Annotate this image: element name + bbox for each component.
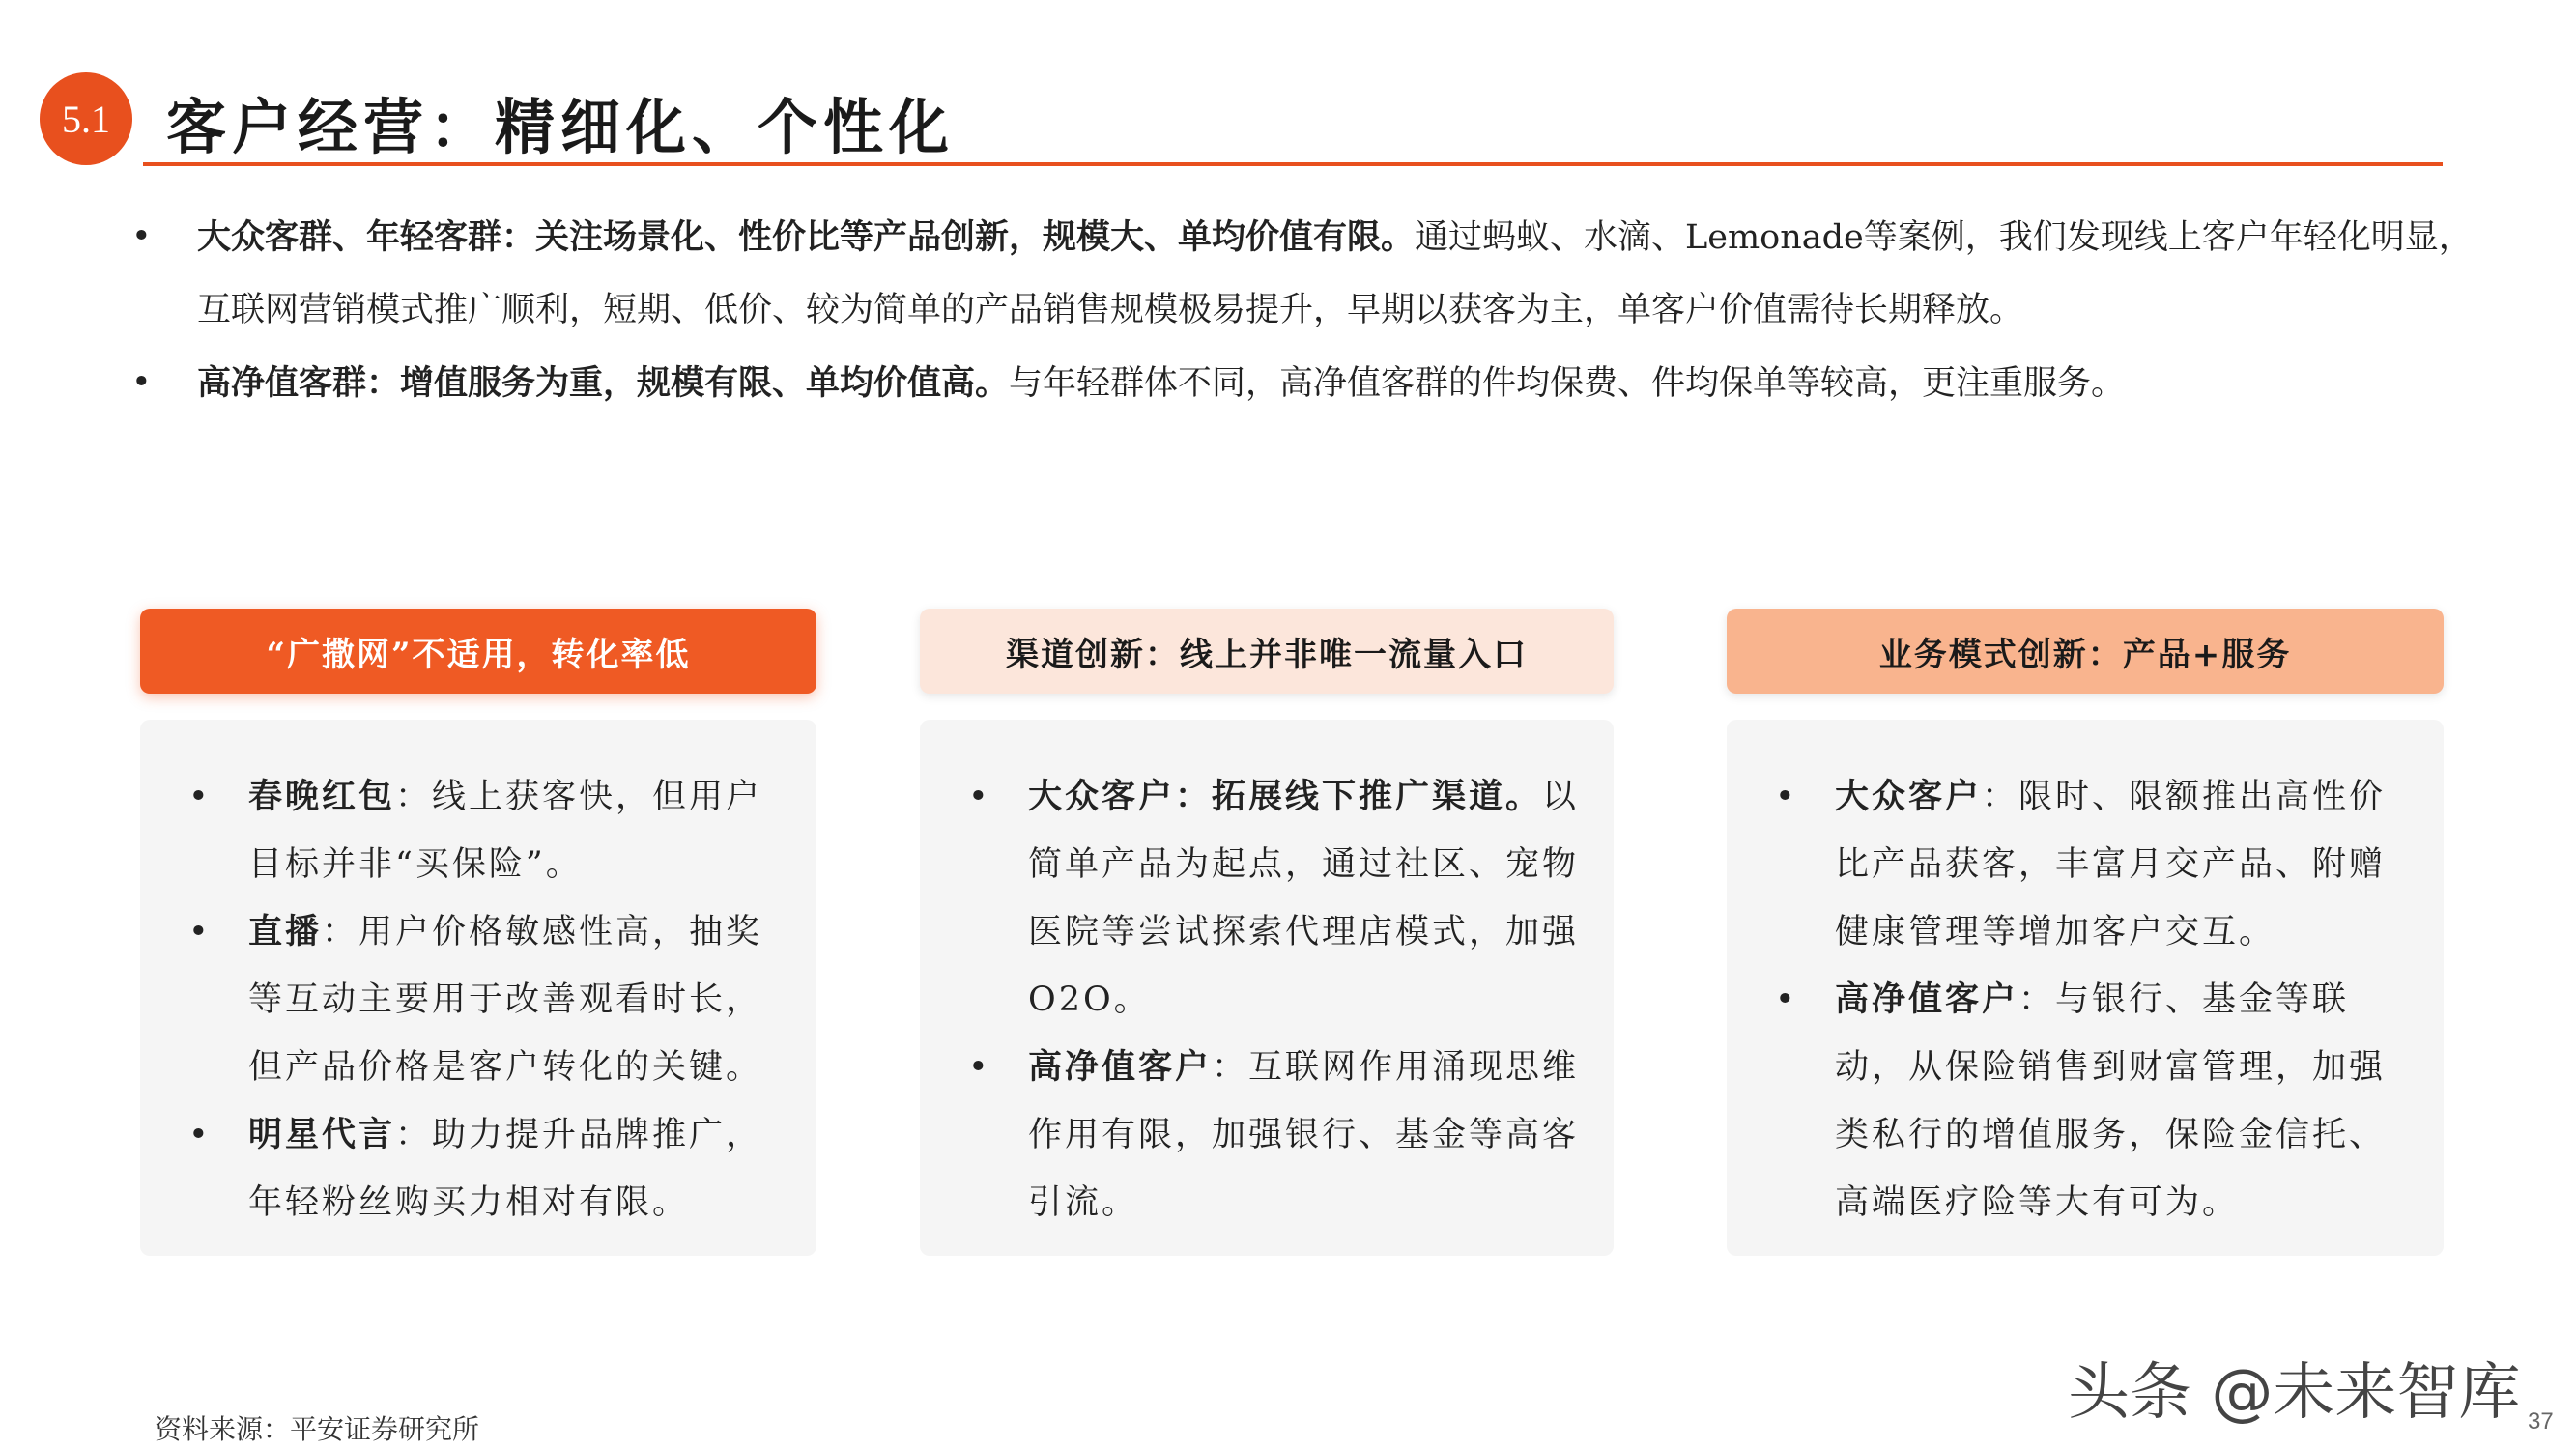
list-item: [968, 1034, 1585, 1236]
title-divider: [143, 162, 2443, 166]
list-item: [968, 763, 1585, 1034]
card-header-business-model: 业务模式创新：产品+服务: [1727, 609, 2444, 694]
intro-bullet-list: [126, 201, 2483, 420]
bullet-icon: •: [131, 363, 152, 402]
intro-item-high-net-worth: [126, 347, 2483, 420]
card-header-channel-innovation: 渠道创新：线上并非唯一流量入口: [920, 609, 1614, 694]
page-title: 客户经营：精细化、个性化: [166, 92, 956, 162]
list-item: [188, 898, 787, 1101]
card-channel-innovation: [920, 720, 1614, 1256]
card-broad-net: [140, 720, 816, 1256]
bullet-icon: •: [188, 778, 212, 816]
intro-item-heading: 高净值客群：增值服务为重，规模有限、单均价值高。: [197, 363, 1010, 403]
bullet-icon: •: [968, 778, 991, 816]
list-item: [188, 1101, 787, 1236]
intro-item-text: 通过蚂蚁、水滴、Lemonade等案例，我们发现线上客户年轻化明显，互联网营销模式推广顺利，短期、低价、较为简单的产品销售规模极易提升，早期以获客为主，单客户价值需待长期释放。: [197, 218, 2473, 329]
list-item-heading: 春晚红包: [248, 777, 396, 816]
list-item-heading: 直播: [248, 912, 323, 952]
list-item: [1775, 763, 2405, 966]
list-item-heading: 高净值客户: [1028, 1047, 1213, 1087]
watermark: 头条 @未来智库: [2068, 1357, 2521, 1429]
list-item-heading: 大众客户：拓展线下推广渠道。: [1028, 777, 1543, 816]
intro-item-heading: 大众客群、年轻客群：关注场景化、性价比等产品创新，规模大、单均价值有限。: [197, 217, 1416, 257]
section-number-badge: 5.1: [40, 72, 132, 165]
list-item: [1775, 966, 2405, 1236]
intro-item-text: 与年轻群体不同，高净值客群的件均保费、件均保单等较高，更注重服务。: [1009, 364, 2126, 403]
list-item-text: ：限时、限额推出高性价比产品获客，丰富月交产品、附赠健康管理等增加客户交互。: [1835, 778, 2387, 952]
list-item-text: 以简单产品为起点，通过社区、宠物医院等尝试探索代理店模式，加强O2O。: [1028, 778, 1580, 1019]
list-item-text: ：互联网作用涌现思维作用有限，加强银行、基金等高客引流。: [1028, 1048, 1580, 1222]
card-header-broad-net: “广撒网”不适用，转化率低: [140, 609, 816, 694]
bullet-icon: •: [131, 217, 152, 256]
list-item-text: ：线上获客快，但用户目标并非“买保险”。: [248, 778, 763, 884]
list-item-heading: 大众客户: [1835, 777, 1983, 816]
bullet-icon: •: [188, 1116, 212, 1154]
list-item-text: ：助力提升品牌推广，年轻粉丝购买力相对有限。: [248, 1116, 763, 1222]
card-business-model: [1727, 720, 2444, 1256]
list-item-text: ：与银行、基金等联动，从保险销售到财富管理，加强类私行的增值服务，保险金信托、高端医疗险等大有可为。: [1835, 980, 2387, 1222]
bullet-icon: •: [968, 1048, 991, 1087]
list-item-heading: 高净值客户: [1835, 980, 2019, 1019]
bullet-icon: •: [1775, 980, 1798, 1019]
intro-item-mass-customers: [126, 201, 2483, 347]
page-number: 37: [2528, 1408, 2554, 1435]
list-item-heading: 明星代言: [248, 1115, 396, 1154]
bullet-icon: •: [1775, 778, 1798, 816]
list-item: [188, 763, 787, 898]
source-note: 资料来源：平安证券研究所: [155, 1413, 480, 1445]
list-item-text: ：用户价格敏感性高，抽奖等互动主要用于改善观看时长，但产品价格是客户转化的关键。: [248, 913, 763, 1087]
bullet-icon: •: [188, 913, 212, 952]
